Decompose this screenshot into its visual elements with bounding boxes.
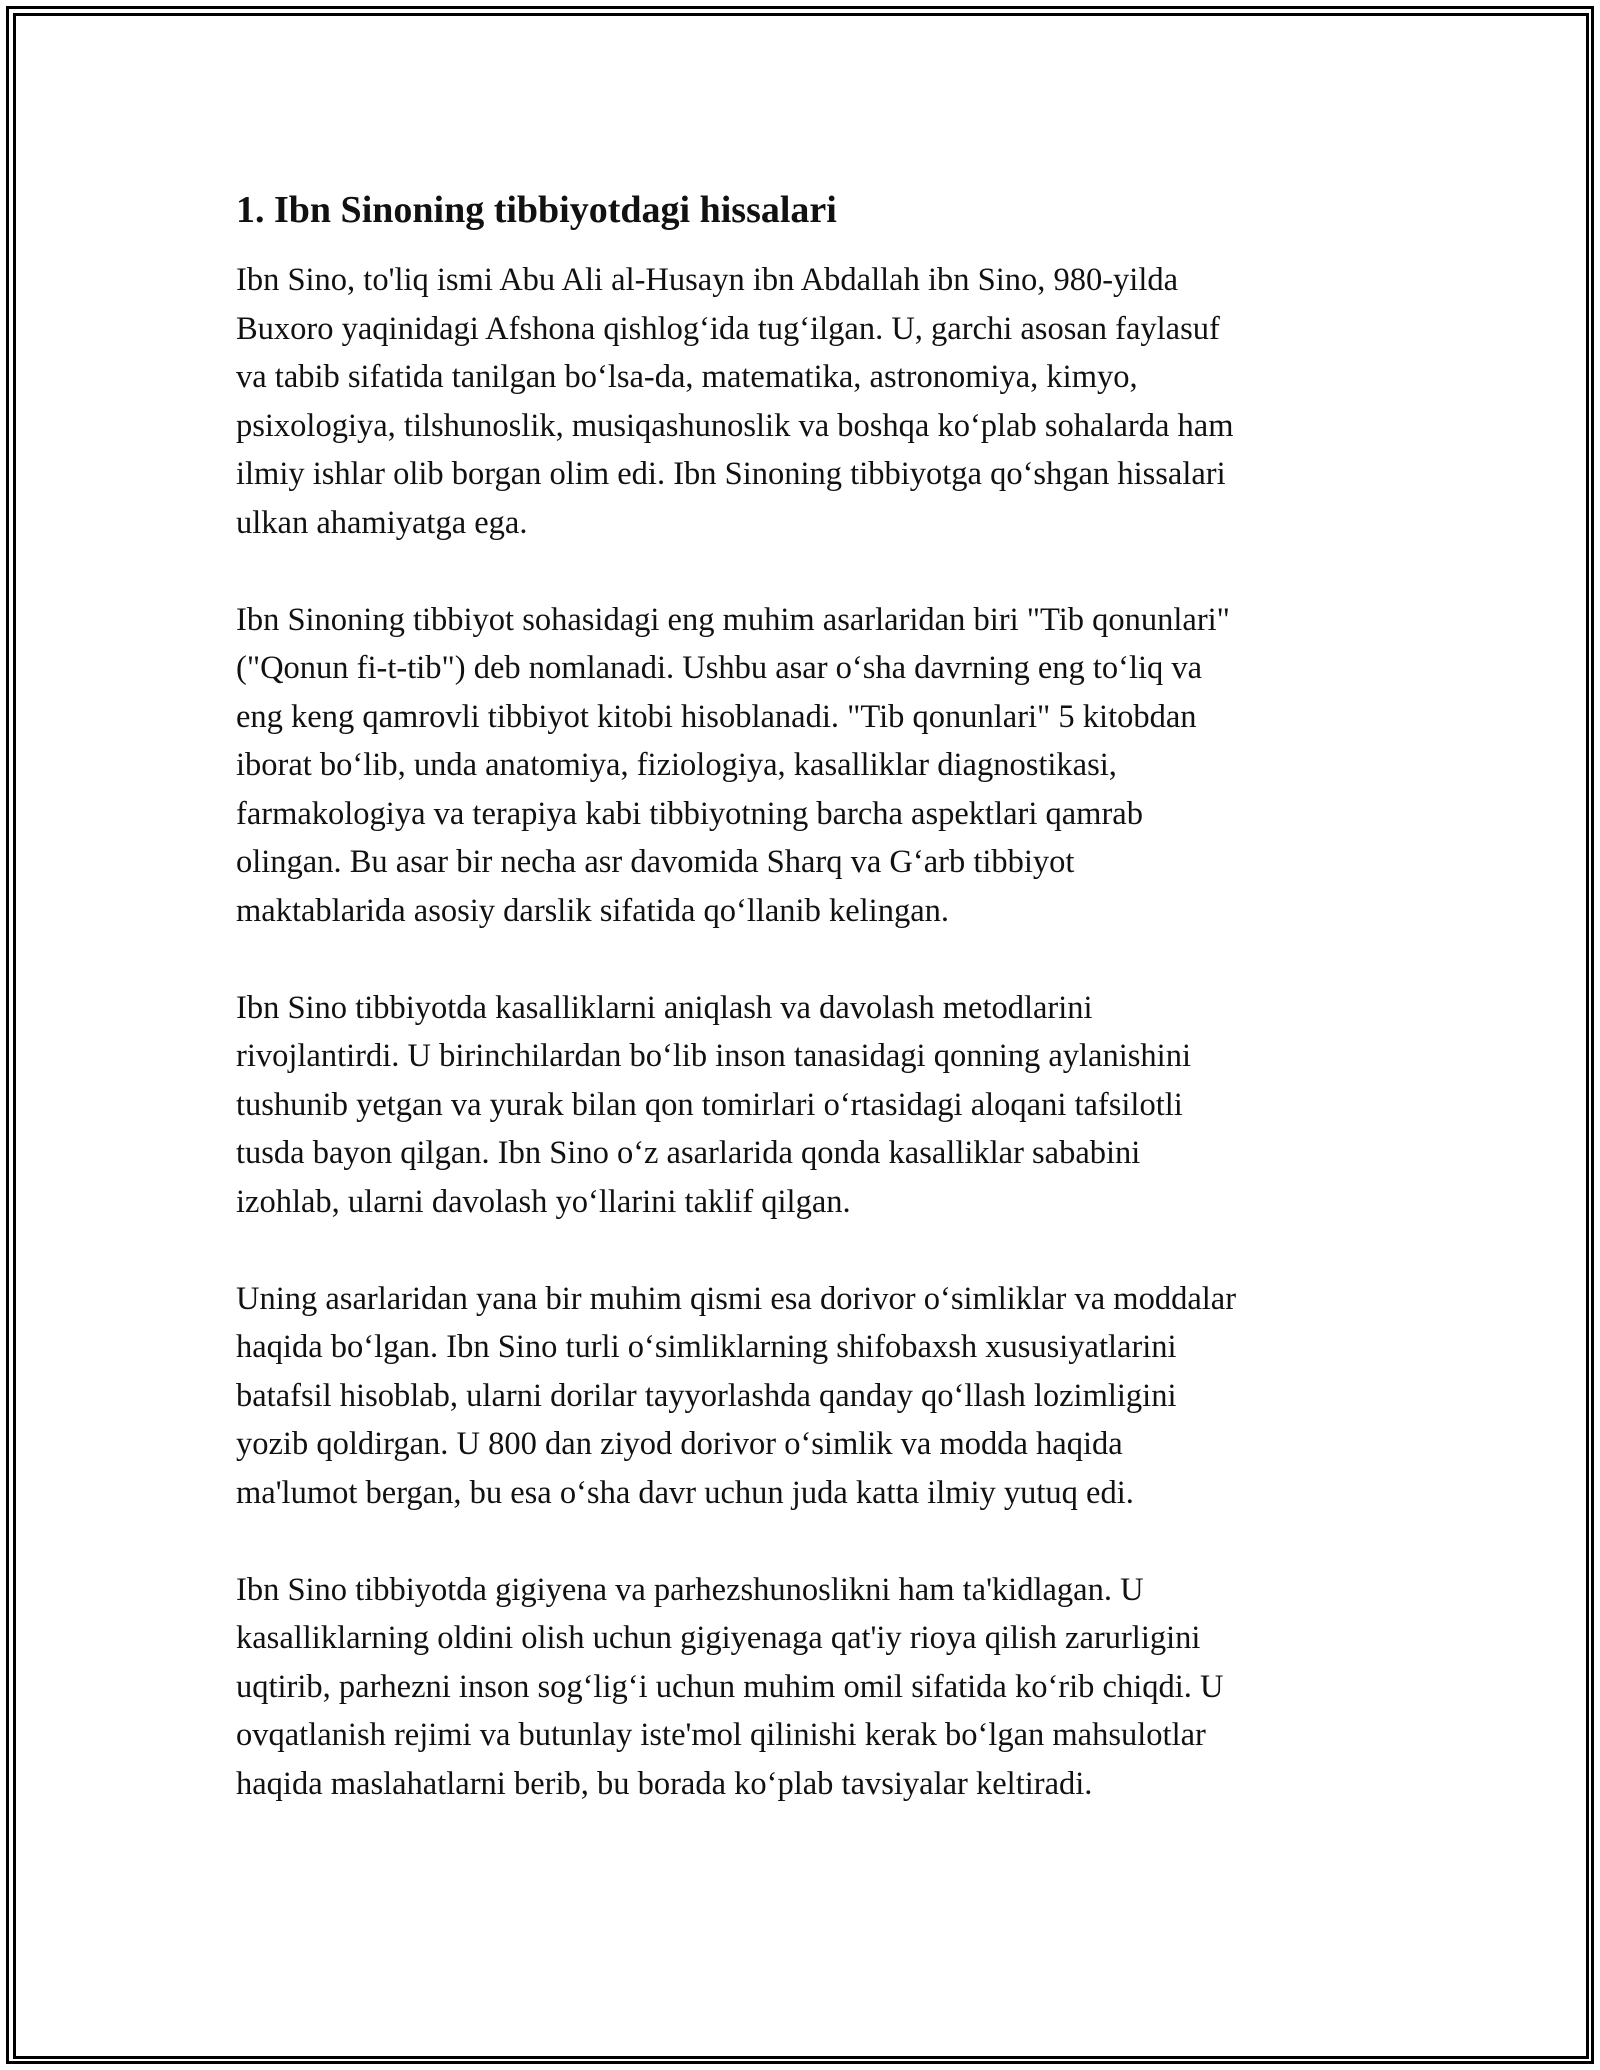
paragraph-3: Ibn Sino tibbiyotda kasalliklarni aniqlash va davolash metodlarini rivojlantirdi. U birinchilardan bo‘lib inson tanasidagi qonning aylanishini tushunib yetgan va yurak bilan qon tomirlari o‘rtasidagi aloqani tafsilotli tusda bayon qilgan. Ibn Sino o‘z asarlarida qonda kasalliklar sababini izohlab, ularni davolash yo‘llarini taklif qilgan. (236, 989, 1191, 1220)
paragraph-4: Uning asarlaridan yana bir muhim qismi esa dorivor o‘simliklar va moddalar haqida bo‘lgan. Ibn Sino turli o‘simliklarning shifobaxsh xususiyatlarini batafsil hisoblab, ularni dorilar tayyorlashda qanday qo‘llash lozimligini yozib qoldirgan. U 800 dan ziyod dorivor o‘simlik va modda haqida ma'lumot bergan, bu esa o‘sha davr uchun juda katta ilmiy yutuq edi. (236, 1280, 1237, 1511)
document-body (236, 186, 1376, 1857)
paragraph-2: Ibn Sinoning tibbiyot sohasidagi eng muhim asarlaridan biri "Tib qonunlari" ("Qonun fi-t-tib") deb nomlanadi. Ushbu asar o‘sha davrning eng to‘liq va eng keng qamrovli tibbiyot kitobi hisoblanadi. "Tib qonunlari" 5 kitobdan iborat bo‘lib, unda anatomiya, fiziologiya, kasalliklar diagnostikasi, farmakologiya va terapiya kabi tibbiyotning barcha aspektlari qamrab olingan. Bu asar bir necha asr davomida Sharq va G‘arb tibbiyot maktablarida asosiy darslik sifatida qo‘llanib kelingan. (236, 601, 1230, 929)
paragraph-5: Ibn Sino tibbiyotda gigiyena va parhezshunoslikni ham ta'kidlagan. U kasalliklarning oldini olish uchun gigiyenaga qat'iy rioya qilish zarurligini uqtirib, parhezni inson sog‘lig‘i uchun muhim omil sifatida ko‘rib chiqdi. U ovqatlanish rejimi va butunlay iste'mol qilinishi kerak bo‘lgan mahsulotlar haqida maslahatlarni berib, bu borada ko‘plab tavsiyalar keltiradi. (236, 1571, 1224, 1802)
paragraph-1: Ibn Sino, to'liq ismi Abu Ali al-Husayn ibn Abdallah ibn Sino, 980-yilda Buxoro yaqinidagi Afshona qishlog‘ida tug‘ilgan. U, garchi asosan faylasuf va tabib sifatida tanilgan bo‘lsa-da, matematika, astronomiya, kimyo, psixologiya, tilshunoslik, musiqashunoslik va boshqa ko‘plab sohalarda ham ilmiy ishlar olib borgan olim edi. Ibn Sinoning tibbiyotga qo‘shgan hissalari ulkan ahamiyatga ega. (236, 262, 1234, 541)
section-heading: 1. Ibn Sinoning tibbiyotdagi hissalari (236, 189, 837, 231)
